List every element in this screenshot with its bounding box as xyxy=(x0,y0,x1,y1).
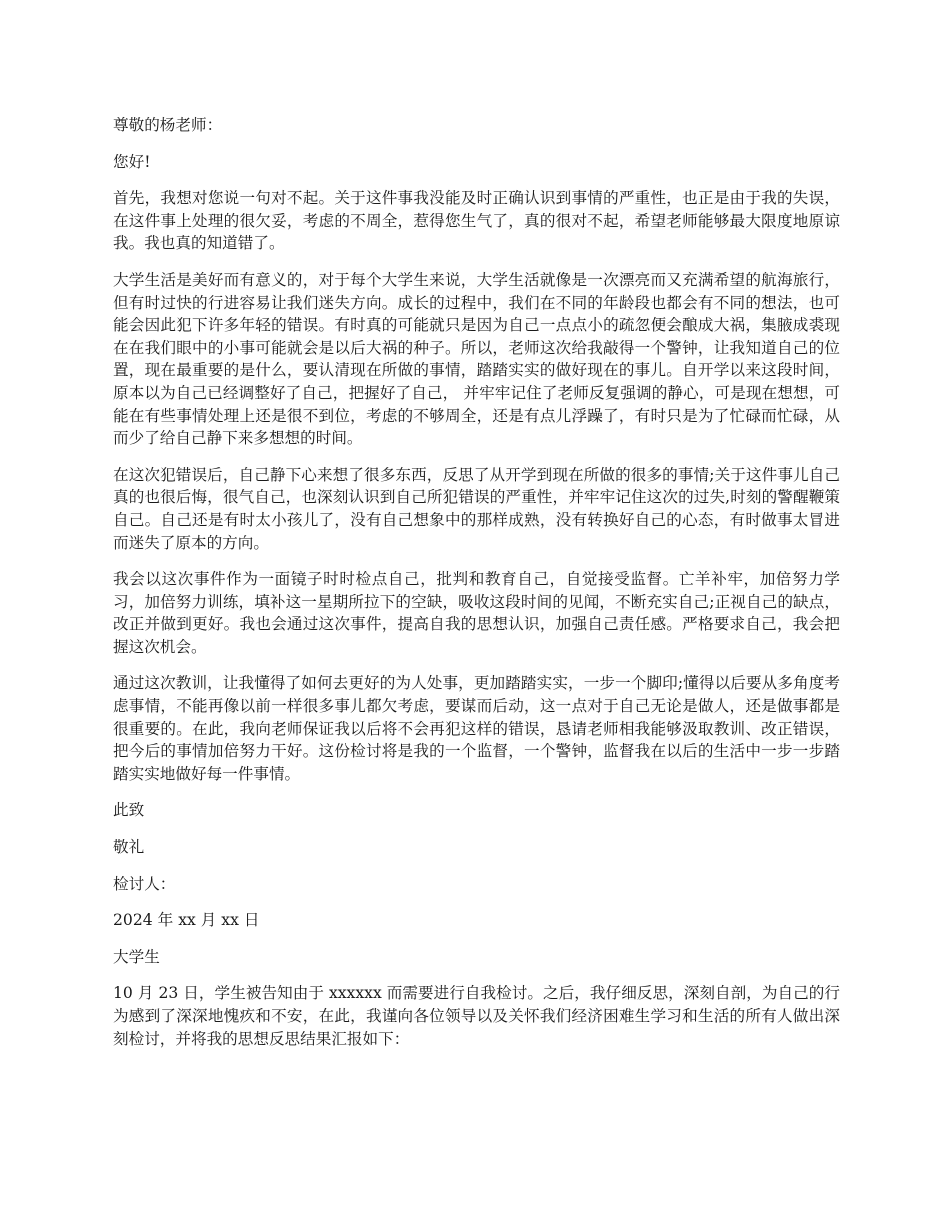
paragraph-second-letter: 10 月 23 日，学生被告知由于 xxxxxx 而需要进行自我检讨。之后，我仔细反思，深刻自剖，为自己的行为感到了深深地愧疚和不安，在此，我谨向各位领导以及关怀我们经济困难生学习和生活的所有人做出深刻检讨，并将我的思想反思结果汇报如下： xyxy=(113,984,840,1048)
paragraph-commitment: 我会以这次事件作为一面镜子时时检点自己，批判和教育自己，自觉接受监督。亡羊补牢，加倍努力学习，加倍努力训练，填补这一星期所拉下的空缺，吸收这段时间的见闻，不断充实自己;正视自己的缺点，改正并做到更好。我也会通过这次事件，提高自我的思想认识，加强自己责任感。严格要求自己，我会把握这次机会。 xyxy=(113,570,840,656)
document-body xyxy=(113,114,840,1064)
date-line: 2024 年 xx 月 xx 日 xyxy=(113,911,260,930)
salutation: 尊敬的杨老师： xyxy=(113,116,223,134)
paragraph-reflection: 在这次犯错误后，自己静下心来想了很多东西，反思了从开学到现在所做的很多的事情;关于这件事儿自己真的也很后悔，很气自己，也深刻认识到自己所犯错误的严重性，并牢牢记住这次的过失,时刻的警醒鞭策自己。自己还是有时太小孩儿了，没有自己想象中的那样成熟，没有转换好自己的心态，有时做事太冒进而迷失了原本的方向。 xyxy=(113,465,840,552)
paragraph-apology: 首先，我想对您说一句对不起。关于这件事我没能及时正确认识到事情的严重性，也正是由于我的失误，在这件事上处理的很欠妥，考虑的不周全，惹得您生气了，真的很对不起，希望老师能够最大限度地原谅我。我也真的知道错了。 xyxy=(113,189,840,253)
closing-cizhi: 此致 xyxy=(113,801,145,820)
paragraph-lesson: 通过这次教训，让我懂得了如何去更好的为人处事，更加踏踏实实，一步一个脚印;懂得以后要从多角度考虑事情，不能再像以前一样很多事儿都欠考虑，要谋而后动，这一点对于自己无论是做人，还是做事都是很重要的。在此，我向老师保证我以后将不会再犯这样的错误，恳请老师相我能够汲取教训、改正错误，把今后的事情加倍努力干好。这份检讨将是我的一个监督，一个警钟，监督我在以后的生活中一步一步踏踏实实地做好每一件事情。 xyxy=(113,674,840,783)
identity-line: 大学生 xyxy=(113,947,160,966)
signer-label: 检讨人： xyxy=(113,874,176,893)
paragraph-college-life: 大学生活是美好而有意义的，对于每个大学生来说，大学生活就像是一次漂亮而又充满希望的航海旅行，但有时过快的行进容易让我们迷失方向。成长的过程中，我们在不同的年龄段也都会有不同的想法，也可能会因此犯下许多年轻的错误。有时真的可能就只是因为自己一点点小的疏忽便会酿成大祸，集腋成裘现在在我们眼中的小事可能就会是以后大祸的种子。所以，老师这次给我敲得一个警钟，让我知道自己的位置，现在最重要的是什么，要认清现在所做的事情，踏踏实实的做好现在的事儿。自开学以来这段时间，原本以为自己已经调整好了自己，把握好了自己， 并牢牢记住了老师反复强调的静心，可是现在想想，可能在有些事情处理上还是很不到位，考虑的不够周全，还是有点儿浮躁了，有时只是为了忙碌而忙碌，从而少了给自己静下来多想想的时间。 xyxy=(113,270,840,448)
closing-jingli: 敬礼 xyxy=(113,838,145,857)
greeting: 您好! xyxy=(113,152,151,171)
